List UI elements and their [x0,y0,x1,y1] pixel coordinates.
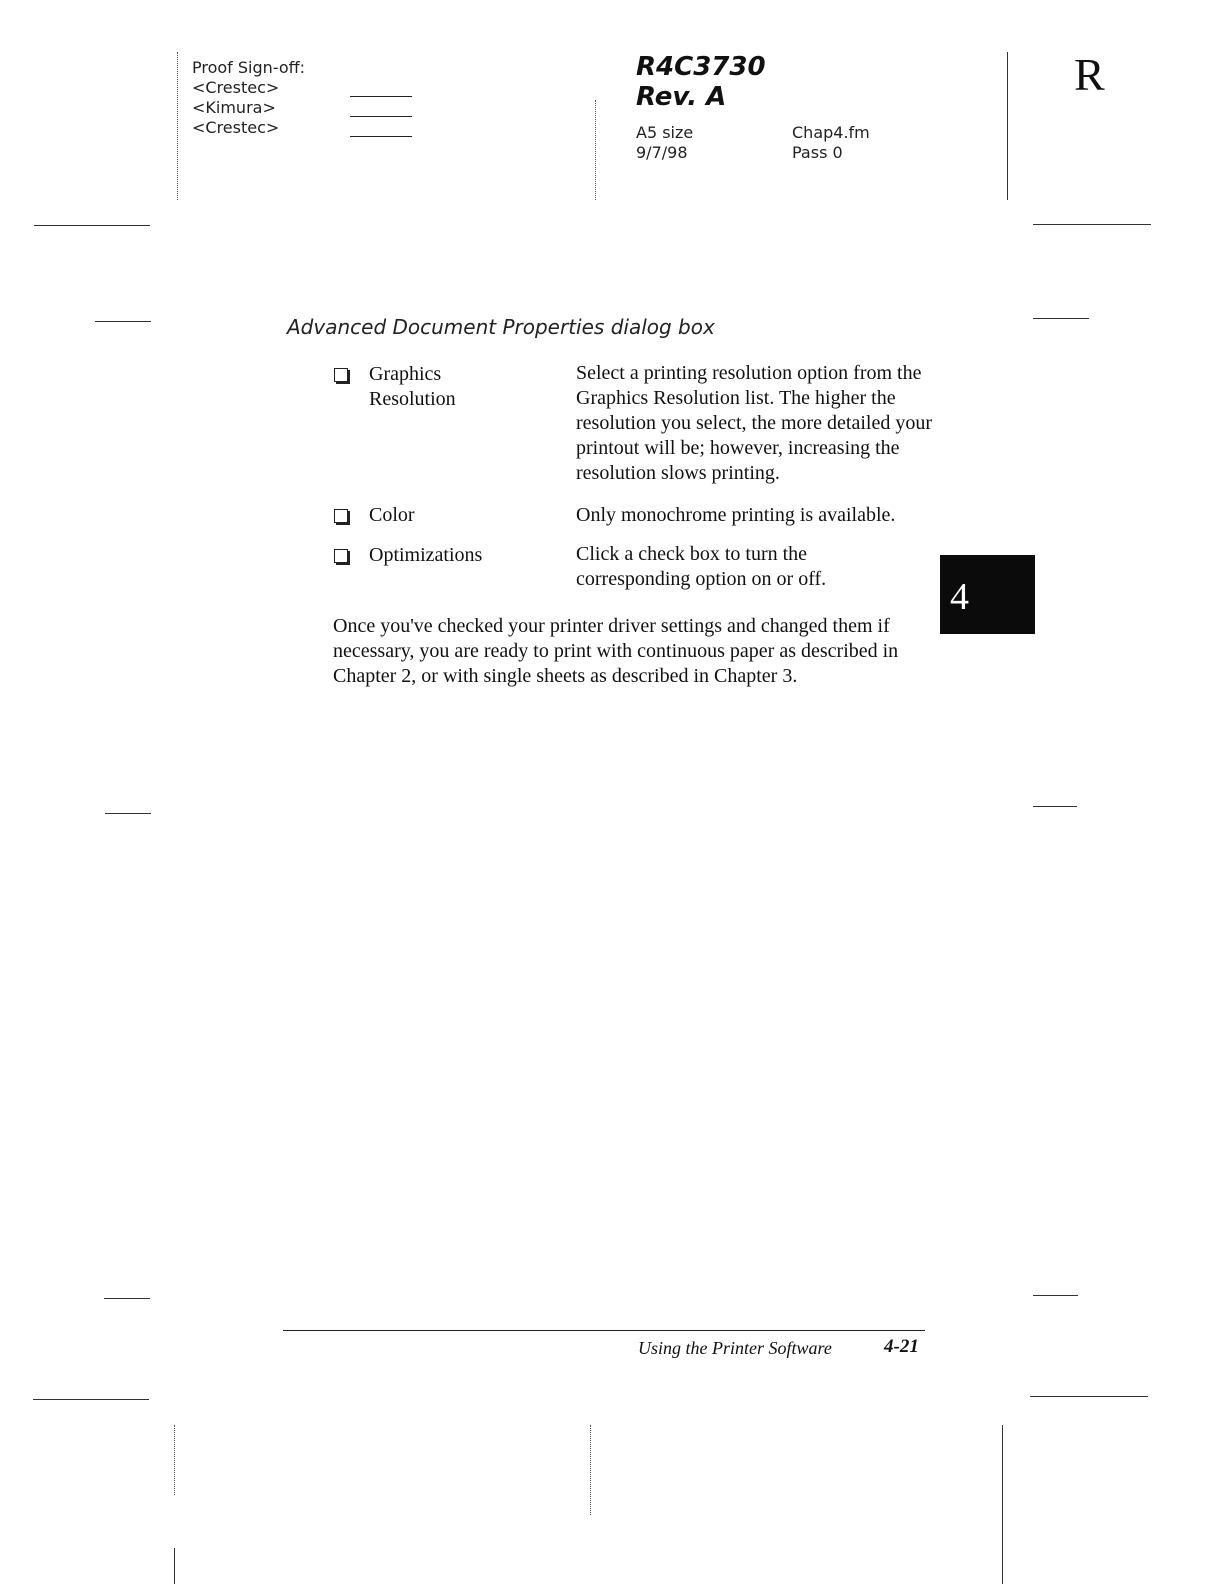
signature-line-3 [350,136,412,137]
crop-mark [104,1298,150,1299]
crop-mark [590,1425,591,1515]
footer-rule [283,1330,925,1331]
header-middle-rule [595,100,596,200]
proof-signoff-block [192,58,305,138]
crop-mark [33,1399,149,1400]
crop-mark [174,1548,175,1584]
option-term-graphics-resolution: Graphics Resolution [369,363,456,410]
crop-mark [34,225,150,226]
page-size-label: A5 size [636,123,694,142]
header-left-rule [177,52,178,200]
checkbox-bullet-icon [334,368,348,382]
crop-mark [1033,1295,1078,1296]
proof-signer-3: <Crestec> [192,118,280,137]
crop-mark [174,1425,175,1495]
document-id-block [636,52,766,112]
crop-mark [1033,318,1089,319]
checkbox-bullet-icon [334,509,348,523]
option-description-color: Only monochrome printing is available. [576,504,896,526]
crop-mark [105,813,151,814]
chapter-number: 4 [950,576,969,618]
proof-signer-2: <Kimura> [192,98,276,117]
signature-line-1 [350,96,412,97]
option-term-color: Color [369,504,415,526]
document-date: 9/7/98 [636,143,688,162]
signature-line-2 [350,116,412,117]
option-term-optimizations: Optimizations [369,544,483,566]
header-right-rule [1007,52,1008,200]
checkbox-bullet-icon [334,549,348,563]
crop-mark [1030,1396,1148,1397]
option-description-graphics-resolution: Select a printing resolution option from the Graphics Resolution list. The higher the resolution you select, the more detailed your printout will be; however, increasing the resolution slows printing. [576,362,933,484]
crop-mark [1033,224,1151,225]
proof-signer-1: <Crestec> [192,78,280,97]
section-heading: Advanced Document Properties dialog box [287,315,715,339]
pass-label: Pass 0 [792,143,843,162]
crop-mark [1002,1425,1003,1584]
footer-title: Using the Printer Software [638,1338,832,1358]
crop-mark [95,321,151,322]
proof-signoff-title: Proof Sign-off: [192,58,306,77]
file-name: Chap4.fm [792,123,870,142]
closing-paragraph: Once you've checked your printer driver settings and changed them if necessary, you are ready to print with continuous paper as described in Chapter 2, or with single sheets as described in Chapter 3. [333,615,899,687]
crop-mark [1033,806,1077,807]
corner-letter: R [1074,49,1105,100]
option-description-optimizations: Click a check box to turn the corresponding option on or off. [576,543,827,590]
document-revision: Rev. A [636,82,727,112]
page-number: 4-21 [884,1336,919,1357]
document-code: R4C3730 [636,52,766,82]
chapter-thumb-tab [940,555,1035,634]
